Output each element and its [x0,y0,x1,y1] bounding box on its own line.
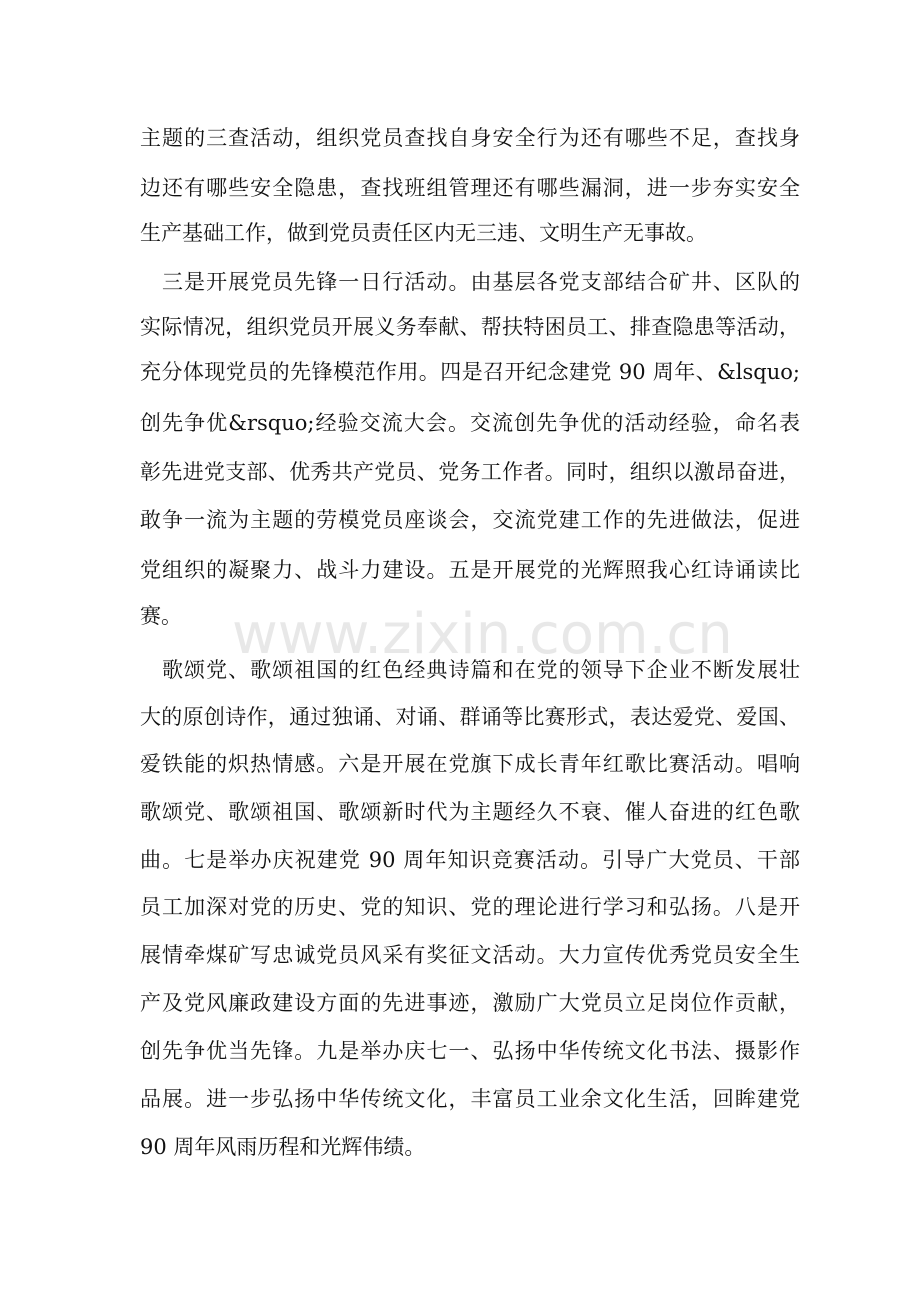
text-line: 创先争优当先锋。九是举办庆七一、弘扬中华传统文化书法、摄影作 [140,1039,800,1063]
text-line: 彰先进党支部、优秀共产党员、党务工作者。同时，组织以激昂奋进， [140,460,800,484]
text-line: 赛。 [140,604,182,628]
watermark: www.zixin.com.cn [232,602,733,667]
text-line: 主题的三查活动，组织党员查找自身安全行为还有哪些不足，查找身 [140,126,800,150]
text-line: 三是开展党员先锋一日行活动。由基层各党支部结合矿井、区队的 [162,270,800,294]
text-line: 员工加深对党的历史、党的知识、党的理论进行学习和弘扬。八是开 [140,895,800,919]
text-line: 生产基础工作，做到党员责任区内无三违、文明生产无事故。 [140,221,707,245]
text-line: 实际情况，组织党员开展义务奉献、帮扶特困员工、排查隐患等活动， [140,315,800,339]
text-line: 大的原创诗作，通过独诵、对诵、群诵等比赛形式，表达爱党、爱国、 [140,705,800,729]
text-line: 党组织的凝聚力、战斗力建设。五是开展党的光辉照我心红诗诵读比 [140,558,800,582]
text-line: 品展。进一步弘扬中华传统文化，丰富员工业余文化生活，回眸建党 [140,1087,800,1111]
text-line: 展情牵煤矿写忠诚党员风采有奖征文活动。大力宣传优秀党员安全生 [140,943,800,967]
text-line: 90 周年风雨历程和光辉伟绩。 [140,1135,426,1159]
text-line: 歌颂党、歌颂祖国、歌颂新时代为主题经久不衰、催人奋进的红色歌 [140,800,800,824]
text-line: 充分体现党员的先锋模范作用。四是召开纪念建党 90 周年、&lsquo; [140,360,800,384]
text-line: 边还有哪些安全隐患，查找班组管理还有哪些漏洞，进一步夯实安全 [140,176,800,200]
text-line: 曲。七是举办庆祝建党 90 周年知识竞赛活动。引导广大党员、干部 [140,848,800,872]
text-line: 歌颂党、歌颂祖国的红色经典诗篇和在党的领导下企业不断发展壮 [162,658,800,682]
text-line: 创先争优&rsquo;经验交流大会。交流创先争优的活动经验，命名表 [140,411,800,435]
text-line: 爱铁能的炽热情感。六是开展在党旗下成长青年红歌比赛活动。唱响 [140,752,800,776]
text-line: 产及党风廉政建设方面的先进事迹，激励广大党员立足岗位作贡献， [140,991,800,1015]
text-line: 敢争一流为主题的劳模党员座谈会，交流党建工作的先进做法，促进 [140,508,800,532]
